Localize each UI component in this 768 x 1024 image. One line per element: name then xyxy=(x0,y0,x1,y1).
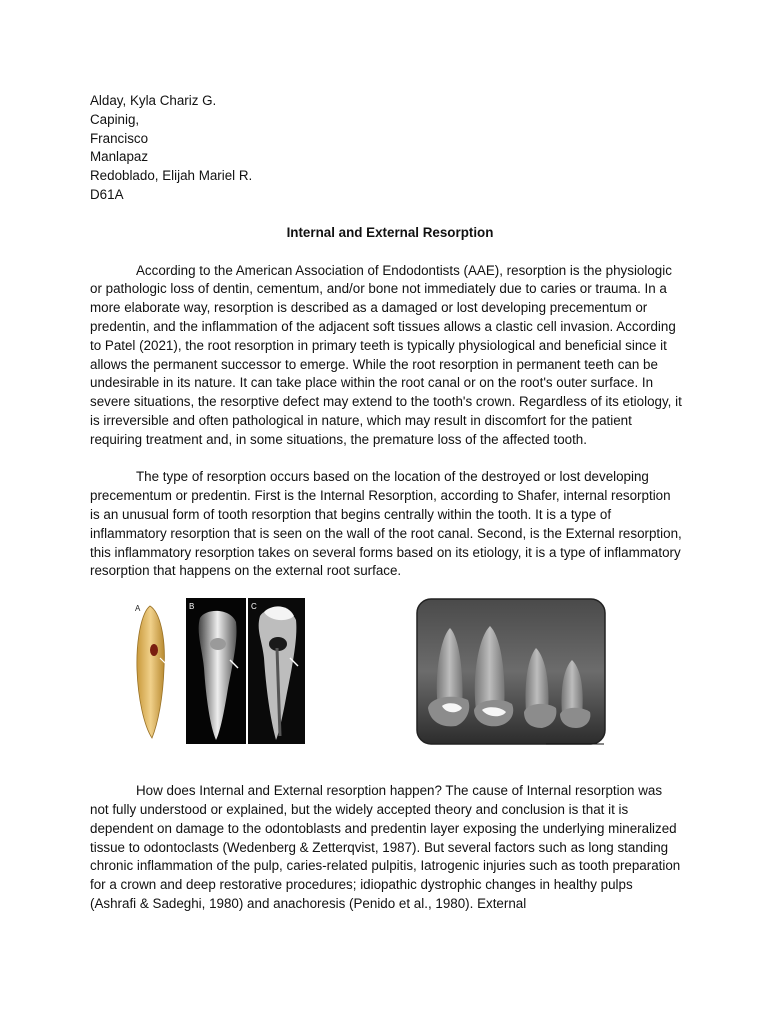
section-code: D61A xyxy=(90,186,124,202)
figure-row xyxy=(90,598,682,782)
paragraph-types: The type of resorption occurs based on the location of the destroyed or lost developing precementum or predentin. First is the Internal Resorption, according to Shafer, internal resorption is an unusual form of tooth resorption that begins centrally within the tooth. It is a type of inflammatory resorption that is seen on the wall of the root canal. Second, is the External resorption, this inflammatory resorption takes on several forms based on its etiology, it is a type of inflammatory resorption that happens on the external root surface. xyxy=(90,469,682,579)
panel-label-a: A xyxy=(135,604,141,614)
author-line: Francisco xyxy=(90,130,149,146)
document-title: Internal and External Resorption xyxy=(286,224,494,240)
extracted-tooth xyxy=(137,606,164,738)
author-line: Capinig, xyxy=(90,111,140,127)
document-page xyxy=(90,92,682,914)
tooth-resorption-figure xyxy=(130,598,305,744)
panel-label-b: B xyxy=(189,602,195,612)
resorption-defect xyxy=(150,644,158,656)
paragraph-causes: How does Internal and External resorption happen? The cause of Internal resorption was not fully understood or explained, but the widely accepted theory and conclusion is that it is dependent on damage to the odontoblasts and predentin layer exposing the underlying mineralized tissue to odontoclasts (Wedenberg & Zetterqvist, 1987). But several factors such as long standing chronic inflammation of the pulp, caries-related pulpitis, Iatrogenic injuries such as tooth preparation for a crown and deep restorative procedures; idiopathic dystrophic changes in healthy pulps (Ashrafi & Sadeghi, 1980) and anachoresis (Penido et al., 1980). External xyxy=(90,783,681,911)
paragraph-intro: According to the American Association of Endodontists (AAE), resorption is the physiologic or pathologic loss of dentin, cementum, and/or bone not immediately due to caries or trauma. In a more elaborate way, resorption is described as a damaged or lost developing precementum or predentin, and the inflammation of the adjacent soft tissues allows a clastic cell invasion. According to Patel (2021), the root resorption in primary teeth is typically physiological and beneficial since it allows the permanent successor to emerge. While the root resorption in permanent teeth can be undesirable in its nature. It can take place within the root canal or on the root's outer surface. In severe situations, the resorptive defect may extend to the tooth's crown. Regardless of its etiology, it is irreversible and often pathological in nature, which may result in discomfort for the patient requiring treatment and, in some situations, the premature loss of the affected tooth. xyxy=(90,262,682,447)
author-block xyxy=(90,92,682,205)
author-line: Manlapaz xyxy=(90,149,149,165)
author-line: Redoblado, Elijah Mariel R. xyxy=(90,168,253,184)
dental-radiograph xyxy=(416,598,606,747)
panel-label-c: C xyxy=(251,602,257,612)
author-line: Alday, Kyla Chariz G. xyxy=(90,93,217,108)
